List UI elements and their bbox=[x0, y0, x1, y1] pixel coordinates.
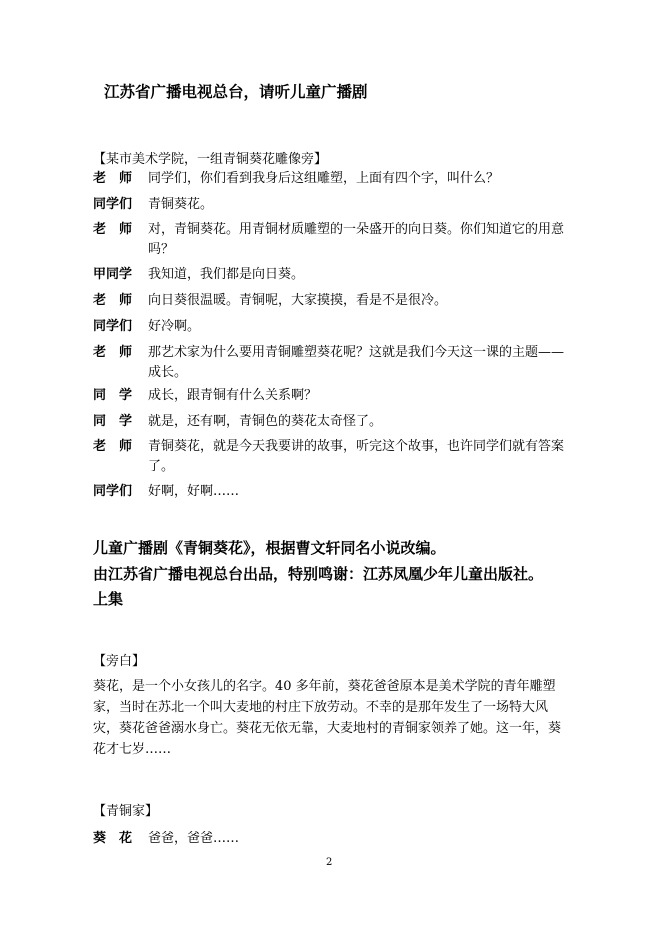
speaker-name: 老 师 bbox=[93, 439, 133, 454]
speaker-name: 老 师 bbox=[93, 345, 133, 360]
speech-text: 同学们，你们看到我身后这组雕塑，上面有四个字，叫什么？ bbox=[148, 171, 500, 186]
page-number: 2 bbox=[326, 857, 333, 868]
speech-text: 我知道，我们都是向日葵。 bbox=[148, 267, 305, 282]
speech-text: 对，青铜葵花。用青铜材质雕塑的一朵盛开的向日葵。你们知道它的用意吗？ bbox=[148, 222, 565, 257]
speaker-name: 同 学 bbox=[93, 414, 133, 429]
speech-text: 青铜葵花，就是今天我要讲的故事，听完这个故事，也许同学们就有答案了。 bbox=[148, 439, 565, 474]
speaker-name: 同 学 bbox=[93, 388, 133, 403]
scene-heading: 【旁白】 bbox=[93, 654, 146, 669]
speech-text: 向日葵很温暖。青铜呢，大家摸摸，看是不是很冷。 bbox=[148, 293, 448, 308]
speaker-name: 葵 花 bbox=[93, 831, 133, 846]
episode-label: 上集 bbox=[93, 590, 124, 608]
speech-text: 青铜葵花。 bbox=[148, 197, 214, 212]
announcement-line: 儿童广播剧《青铜葵花》，根据曹文轩同名小说改编。 bbox=[93, 539, 446, 557]
speaker-name: 老 师 bbox=[93, 171, 133, 186]
speech-text: 就是，还有啊，青铜色的葵花太奇怪了。 bbox=[148, 414, 383, 429]
speaker-name: 同学们 bbox=[93, 197, 133, 212]
announcement-line: 由江苏省广播电视总台出品，特别鸣谢：江苏凤凰少年儿童出版社。 bbox=[93, 565, 544, 583]
speech-text: 好冷啊。 bbox=[148, 319, 201, 334]
scene-heading: 【青铜家】 bbox=[93, 804, 159, 819]
speech-text: 成长，跟青铜有什么关系啊？ bbox=[148, 388, 318, 403]
speaker-name: 同学们 bbox=[93, 484, 133, 499]
speaker-name: 甲同学 bbox=[93, 267, 133, 282]
speaker-name: 老 师 bbox=[93, 293, 133, 308]
speaker-name: 同学们 bbox=[93, 319, 133, 334]
speaker-name: 老 师 bbox=[93, 222, 133, 237]
speech-text: 好啊，好啊…… bbox=[148, 484, 240, 499]
speech-text: 爸爸，爸爸…… bbox=[148, 831, 240, 846]
scene-heading: 【某市美术学院，一组青铜葵花雕像旁】 bbox=[93, 152, 328, 167]
speech-text: 那艺术家为什么要用青铜雕塑葵花呢？这就是我们今天这一课的主题——成长。 bbox=[148, 345, 565, 380]
program-title: 江苏省广播电视总台，请听儿童广播剧 bbox=[104, 83, 368, 101]
narration-text: 葵花，是一个小女孩儿的名字。40 多年前，葵花爸爸原本是美术学院的青年雕塑家，当时在苏北一个叫大麦地的村庄下放劳动。不幸的是那年发生了一场特大风灾，葵花爸爸溺水身亡。葵花无依无靠，大麦地村的青铜家领养了她。这一年，葵花才七岁…… bbox=[93, 679, 562, 757]
